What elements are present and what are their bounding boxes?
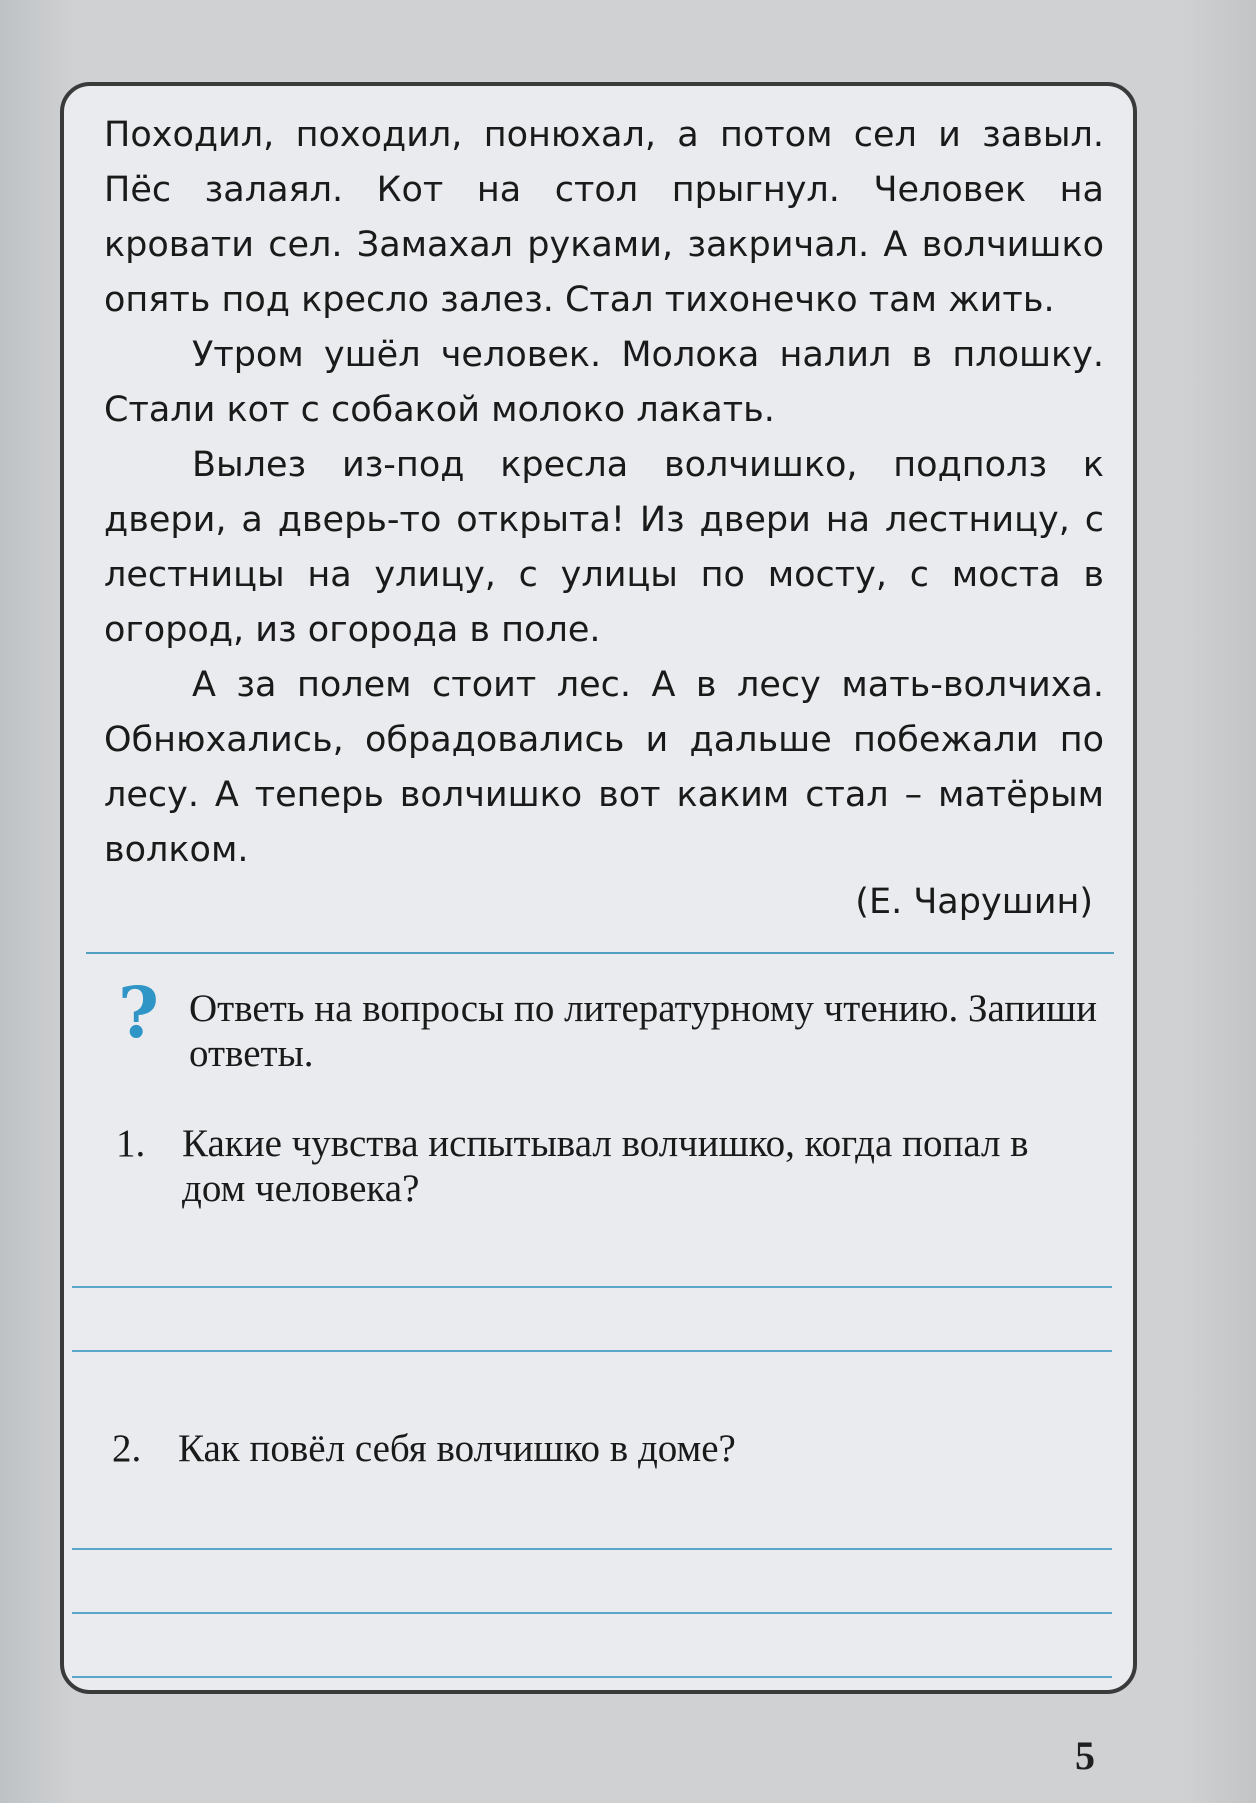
question-text: Как повёл себя волчишко в доме? xyxy=(178,1427,736,1470)
story-paragraph-2: Утром ушёл человек. Молока налил в плошку. Стали кот с собакой молоко лакать. xyxy=(104,335,1104,430)
question-mark-icon: ? xyxy=(118,971,160,1054)
story-paragraph-1: Походил, походил, понюхал, а потом сел и завыл. Пёс залаял. Кот на стол прыгнул. Человек на кровати сел. Замахал руками, закричал. А волчишко опять под кресло залез. Стал тихонечко там жить. xyxy=(104,115,1104,320)
question-1 xyxy=(116,1121,1106,1221)
question-number: 2. xyxy=(112,1427,142,1470)
content-card xyxy=(60,82,1137,1694)
story-paragraph-3: Вылез из-под кресла волчишко, подполз к двери, а дверь-то открыта! Из двери на лестницу, с лестницы на улицу, с улицы по мосту, с моста в огород, из огорода в поле. xyxy=(104,445,1104,650)
task-instruction: Ответь на вопросы по литературному чтению. Запиши ответы. xyxy=(189,987,1097,1075)
answer-line-2b[interactable] xyxy=(72,1612,1112,1614)
answer-line-1a[interactable] xyxy=(72,1286,1112,1288)
story-text xyxy=(104,108,1104,878)
question-text: Какие чувства испытывал волчишко, когда попал в дом человека? xyxy=(182,1122,1029,1210)
page-number: 5 xyxy=(1075,1733,1095,1778)
question-2 xyxy=(112,1426,1102,1476)
story-paragraph-4: А за полем стоит лес. А в лесу мать-волчиха. Обнюхались, обрадовались и дальше побежали по лесу. А теперь волчишко вот каким стал – матёрым волком. xyxy=(104,665,1104,870)
answer-line-2c[interactable] xyxy=(72,1676,1112,1678)
question-number: 1. xyxy=(116,1122,146,1165)
section-divider xyxy=(86,952,1114,954)
answer-line-1b[interactable] xyxy=(72,1350,1112,1352)
story-author: (Е. Чарушин) xyxy=(855,882,1093,922)
answer-line-2a[interactable] xyxy=(72,1548,1112,1550)
